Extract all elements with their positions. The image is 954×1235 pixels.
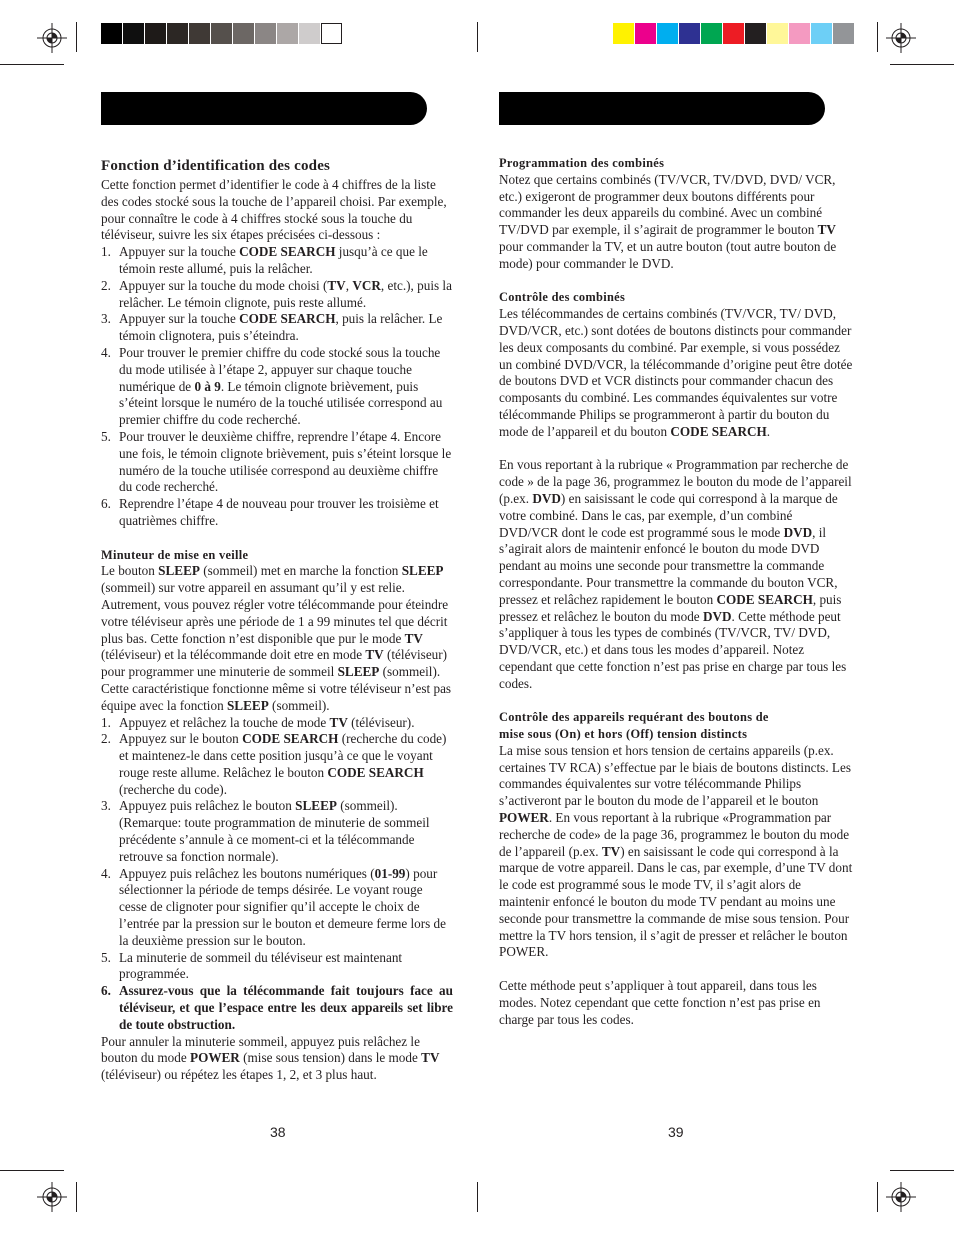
cancel-paragraph: Pour annuler la minuterie sommeil, appuyez puis relâchez le bouton du mode POWER (mise sous tension) dans le mode TV (téléviseur) ou répétez les étapes 1, 2, et 3 plus haut. <box>101 1033 440 1083</box>
sleep-intro-paragraph: Le bouton SLEEP (sommeil) met en marche la fonction SLEEP (sommeil) sur votre appareil en assumant qu’il y est relie. Autrement, vous pouvez régler votre télécommande pour éteindre votre téléviseur après une période de 1 a 99 minutes tel que décrit plus bas. Cette fonction n’est disponible que pur le mode TV (téléviseur) et la télécommande doit etre en mode TV (téléviseur) pour programmer une minuterie de sommeil SLEEP (sommeil). Cette caractéristique fonctionne même si votre téléviseur n’est pas équipe avec la fonction SLEEP (sommeil). <box>101 563 452 713</box>
registration-mark-icon <box>886 1182 916 1212</box>
gray-swatch <box>233 23 255 44</box>
crop-mark <box>877 1182 878 1212</box>
color-swatch <box>635 23 657 44</box>
color-swatch <box>767 23 789 44</box>
color-swatch <box>701 23 723 44</box>
color-swatch <box>789 23 811 44</box>
section-title-combo-programming: Programmation des combinés <box>499 156 665 170</box>
section-title-power-control: Contrôle des appareils requérant des boutons de mise sous (On) et hors (Off) tension distincts <box>499 710 769 742</box>
crop-mark <box>76 22 77 52</box>
combo-control-paragraph-2: En vous reportant à la rubrique « Programmation par recherche de code » de la page 36, programmez le bouton du mode de l’appareil (p.ex. DVD) en saisissant le code qui correspond à la marque de votre combiné. Dans le cas, par exemple, d’un combiné DVD/VCR dont le code est programmé sous le mode DVD, il s’agirait alors de maintenir enfoncé le bouton du mode DVD pendant au moins une seconde pour transmettre la commande correspondante. Pour transmettre la commande du bouton VCR, pressez et relâchez rapidement le bouton CODE SEARCH, puis pressez et relâchez le bouton du mode DVD. Cette méthode peut s’appliquer à tous les types de combinés (TV/VCR, TV/ DVD, DVD/VCR, etc.) et dans tous les modes d’appareil. Notez cependant que cette fonction n’est pas prise en charge par tous les codes. <box>499 457 852 691</box>
left-column <box>101 157 453 1084</box>
right-header-bar <box>499 92 825 125</box>
color-swatch <box>613 23 635 44</box>
grayscale-color-bar <box>101 23 342 44</box>
final-paragraph: Cette méthode peut s’appliquer à tout appareil, dans tous les modes. Notez cependant que cette fonction n’est pas prise en charge par tous les codes. <box>499 978 821 1027</box>
registration-mark-icon <box>37 1182 67 1212</box>
gray-swatch <box>167 23 189 44</box>
list-item: 6. Reprendre l’étape 4 de nouveau pour trouver les troisième et quatrièmes chiffre. <box>101 496 439 528</box>
crop-mark <box>477 1182 478 1212</box>
list-item: 4. Appuyez puis relâchez les boutons numériques (01-99) pour sélectionner la période de temps désirée. Le voyant rouge cesse de clignoter pour signifier qu’il accepte le choix de l’entrée par la pression sur le bouton et demeure ferme lors de la deuxième pression sur le bouton. <box>101 865 446 948</box>
gray-swatch <box>299 23 321 44</box>
color-bar <box>613 23 855 44</box>
left-header-bar <box>101 92 427 125</box>
color-swatch <box>657 23 679 44</box>
list-item: 2. Appuyez sur le bouton CODE SEARCH (recherche du code) et maintenez-le dans cette position jusqu’à ce que le voyant rouge reste allume. Relâchez le bouton CODE SEARCH (recherche du code). <box>101 731 447 797</box>
gray-swatch <box>189 23 211 44</box>
crop-mark <box>877 22 878 52</box>
section-title-combo-control: Contrôle des combinés <box>499 290 626 305</box>
list-item: 1. Appuyer sur la touche CODE SEARCH jusqu’à ce que le témoin reste allumé, puis la relâcher. <box>101 244 428 276</box>
list-item: 3. Appuyez puis relâchez le bouton SLEEP (sommeil). (Remarque: toute programmation de minuterie de sommeil précédente s’annule à ce moment-ci et la télécommande retrouve sa fonction normale). <box>101 798 430 864</box>
list-item: 5. Pour trouver le deuxième chiffre, reprendre l’étape 4. Encore une fois, le témoin clignote brièvement, puis s’éteint lorsque le numéro de la touche utilisée correspond au deuxième chiffre du code recherché. <box>101 428 452 495</box>
color-swatch <box>833 23 855 44</box>
section-title-code-identification: Fonction d’identification des codes <box>101 158 331 174</box>
crop-mark <box>890 64 954 65</box>
gray-swatch <box>321 23 342 44</box>
right-column <box>499 155 853 1028</box>
section-title-sleep-timer: Minuteur de mise en veille <box>101 547 249 562</box>
color-swatch <box>723 23 745 44</box>
gray-swatch <box>145 23 167 44</box>
page-number-left: 38 <box>270 1124 286 1140</box>
color-swatch <box>679 23 701 44</box>
crop-mark <box>477 22 478 52</box>
intro-paragraph: Cette fonction permet d’identifier le code à 4 chiffres de la liste des codes stocké sous la touche de l’appareil choisi. Par exemple, pour connaître le code à 4 chiffres stocké sous la touche du téléviseur, suivre les six étapes précisées ci-dessous : <box>101 177 447 243</box>
combo-control-paragraph: Les télécommandes de certains combinés (TV/VCR, TV/ DVD, DVD/VCR, etc.) sont dotées de boutons distincts pour commander les deux composants du combiné. Par exemple, si vous possédez un combiné DVD/VCR, la télécommande d’origine peut être dotée de boutons DVD et VCR distincts pour commander chacun des composants du combiné. Les commandes équivalentes sur votre télécommande Philips se programmeront à partir du bouton du mode de l’appareil et du bouton CODE SEARCH. <box>499 306 853 439</box>
crop-mark <box>890 1170 954 1171</box>
combo-programming-paragraph: Notez que certains combinés (TV/VCR, TV/DVD, DVD/ VCR, etc.) exigeront de programmer deux boutons différents pour commander les deux appareils du combiné. Avec un combiné TV/DVD par exemple, il s’agirait de programmer le bouton TV pour commander la TV, et un autre bouton (tout autre bouton de mode) pour commander le DVD. <box>499 171 837 271</box>
list-item: 5. La minuterie de sommeil du téléviseur est maintenant programmée. <box>101 949 403 982</box>
crop-mark <box>0 64 64 65</box>
color-swatch <box>811 23 833 44</box>
page-number-right: 39 <box>668 1124 684 1140</box>
gray-swatch <box>277 23 299 44</box>
registration-mark-icon <box>37 23 67 53</box>
color-swatch <box>745 23 767 44</box>
list-item: 2. Appuyer sur la touche du mode choisi (TV, VCR, etc.), puis la relâcher. Le témoin clignote, puis reste allumé. <box>101 277 452 310</box>
list-item: 1. Appuyez et relâchez la touche de mode TV (téléviseur). <box>101 714 415 730</box>
gray-swatch <box>123 23 145 44</box>
power-control-paragraph: La mise sous tension et hors tension de certains appareils (p.ex. certaines TV RCA) s’effectue par le biais de boutons distincts. Les commandes équivalentes sur votre télécommande Philips s’activeront par le bouton du mode de l’appareil et le bouton POWER. En vous reportant à la rubrique «Programmation par recherche de code» de la page 36, programmez le bouton du mode de l’appareil (p.ex. TV) en saisissant le code qui correspond à la marque de votre appareil. Dans le cas, par exemple, d’une TV dont le code est programmé sous le mode TV, il s’agit alors de maintenir enfoncé le bouton du mode TV pendant au moins une seconde pour transmettre la commande de mise sous tension. Pour mettre la TV hors tension, il s’agit de presser et relâcher le bouton POWER. <box>499 742 853 960</box>
registration-mark-icon <box>886 23 916 53</box>
list-item: 4. Pour trouver le premier chiffre du code stocké sous la touche du mode utilisée à l’étape 2, appuyer sur chaque touche numérique de 0 à 9. Le témoin clignote brièvement, puis s’éteint lorsque le numéro de la touché utilisée correspond au premier chiffre du code recherché. <box>101 344 443 428</box>
gray-swatch <box>211 23 233 44</box>
list-item-warning: 6. Assurez-vous que la télécommande fait toujours face au téléviseur, et que l’espace entre les deux appareils set libre de toute obstruction. <box>101 983 453 1032</box>
gray-swatch <box>255 23 277 44</box>
gray-swatch <box>101 23 123 44</box>
crop-mark <box>0 1170 64 1171</box>
list-item: 3. Appuyer sur la touche CODE SEARCH, puis la relâcher. Le témoin clignotera, puis s’éteindra. <box>101 311 443 344</box>
crop-mark <box>76 1182 77 1212</box>
